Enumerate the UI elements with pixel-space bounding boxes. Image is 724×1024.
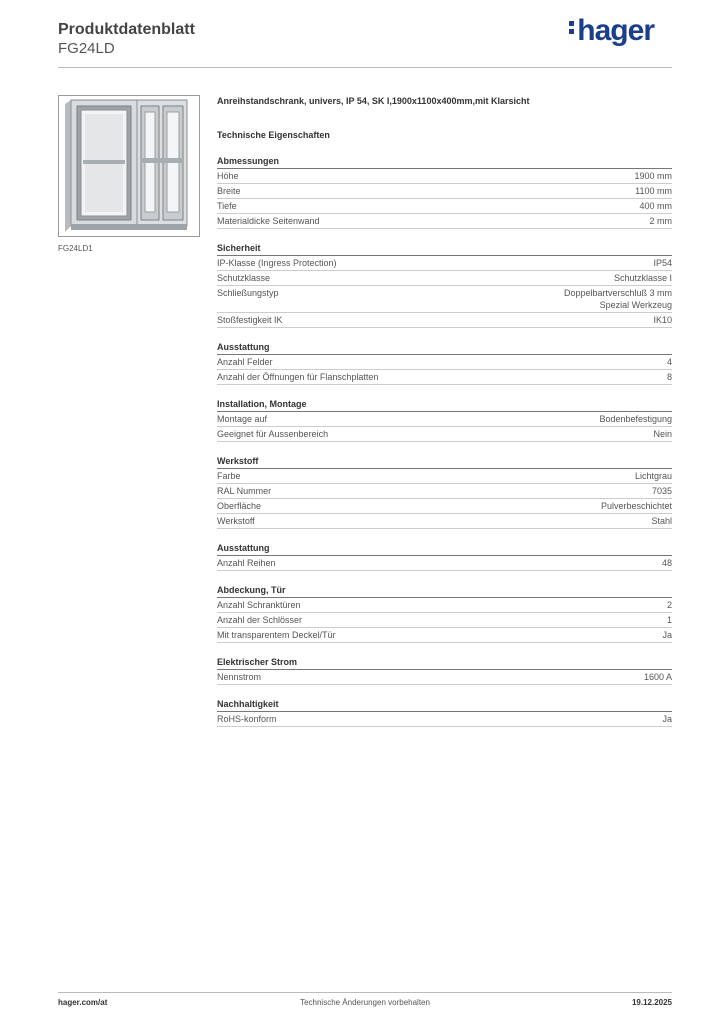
- spec-row: [217, 271, 672, 286]
- spec-label: IP-Klasse (Ingress Protection): [217, 258, 337, 268]
- spec-row: [217, 370, 672, 385]
- spec-value-line: 8: [666, 372, 672, 382]
- spec-value: [653, 257, 672, 269]
- spec-value-line: Doppelbartverschluß 3 mm: [563, 288, 672, 298]
- spec-value: [667, 614, 672, 626]
- spec-label: Anzahl Schranktüren: [217, 600, 301, 610]
- footer-divider: [58, 992, 672, 993]
- spec-label: Stoßfestigkeit IK: [217, 315, 283, 325]
- section-title: Technische Eigenschaften: [217, 130, 330, 140]
- spec-label: Anzahl der Öffnungen für Flanschplatten: [217, 372, 379, 382]
- page-subtitle: FG24LD: [58, 40, 115, 57]
- spec-value: [564, 287, 672, 311]
- spec-row: [217, 412, 672, 427]
- spec-label: Anzahl der Schlösser: [217, 615, 303, 625]
- spec-label: Mit transparentem Deckel/Tür: [217, 630, 336, 640]
- group-title: Ausstattung: [217, 542, 672, 556]
- spec-row: [217, 427, 672, 442]
- spec-label: Montage auf: [217, 414, 268, 424]
- spec-value-line: Ja: [662, 630, 672, 640]
- spec-value-line: 1100 mm: [635, 186, 672, 196]
- page-title: Produktdatenblatt: [58, 21, 195, 38]
- spec-row: [217, 484, 672, 499]
- spec-value: [635, 185, 672, 197]
- spec-label: RoHS-konform: [217, 714, 277, 724]
- logo-dots-icon: [569, 18, 574, 34]
- spec-value-line: 1600 A: [643, 672, 672, 682]
- spec-row: [217, 712, 672, 727]
- group-title: Sicherheit: [217, 242, 672, 256]
- logo-text: hager: [577, 14, 654, 47]
- spec-label: Nennstrom: [217, 672, 262, 682]
- spec-label: Schließungstyp: [217, 288, 279, 298]
- spec-value: [599, 413, 672, 425]
- spec-row: [217, 313, 672, 328]
- spec-value: [662, 713, 672, 725]
- spec-value: [635, 470, 672, 482]
- spec-row: [217, 256, 672, 271]
- specs-content: [217, 95, 672, 727]
- spec-value: [651, 515, 672, 527]
- spec-value: [634, 170, 672, 182]
- spec-value-line: Stahl: [651, 516, 672, 526]
- product-image: [58, 95, 200, 237]
- spec-value: [667, 371, 672, 383]
- image-caption: FG24LD1: [58, 244, 93, 253]
- spec-value: [667, 599, 672, 611]
- spec-value-line: 400 mm: [639, 201, 672, 211]
- spec-row: [217, 355, 672, 370]
- spec-label: Schutzklasse: [217, 273, 271, 283]
- cabinet-illustration-icon: [59, 96, 199, 236]
- spec-row: [217, 199, 672, 214]
- spec-value-line: IP54: [653, 258, 672, 268]
- group-title: Ausstattung: [217, 341, 672, 355]
- spec-value: [652, 485, 672, 497]
- spec-label: Anzahl Felder: [217, 357, 273, 367]
- spec-groups: [217, 155, 672, 727]
- spec-value-line: 4: [666, 357, 672, 367]
- spec-label: Tiefe: [217, 201, 237, 211]
- spec-value: [614, 272, 672, 284]
- spec-value-line: 48: [661, 558, 672, 568]
- spec-value: [653, 314, 672, 326]
- spec-label: Werkstoff: [217, 516, 255, 526]
- spec-value-line: Nein: [653, 429, 672, 439]
- spec-value: [667, 356, 672, 368]
- spec-row: [217, 613, 672, 628]
- spec-value-line: Spezial Werkzeug: [599, 300, 672, 310]
- product-description: Anreihstandschrank, univers, IP 54, SK I,1900x1100x400mm,mit Klarsicht: [217, 96, 530, 106]
- spec-value-line: Pulverbeschichtet: [600, 501, 672, 511]
- spec-label: Anzahl Reihen: [217, 558, 276, 568]
- footer-disclaimer: Technische Änderungen vorbehalten: [300, 998, 430, 1007]
- spec-row: [217, 670, 672, 685]
- footer-date: 19.12.2025: [631, 998, 672, 1007]
- spec-label: Materialdicke Seitenwand: [217, 216, 320, 226]
- spec-row: [217, 184, 672, 199]
- group-title: Abdeckung, Tür: [217, 584, 672, 598]
- spec-label: Geeignet für Aussenbereich: [217, 429, 329, 439]
- spec-value-line: Bodenbefestigung: [599, 414, 672, 424]
- spec-row: [217, 598, 672, 613]
- spec-row: [217, 499, 672, 514]
- spec-row: [217, 628, 672, 643]
- spec-value-line: Ja: [662, 714, 672, 724]
- spec-value: [650, 215, 673, 227]
- spec-row: [217, 556, 672, 571]
- spec-value-line: 2: [666, 600, 672, 610]
- spec-value-line: 7035: [651, 486, 672, 496]
- hager-logo: [569, 14, 654, 48]
- spec-row: [217, 169, 672, 184]
- spec-label: Höhe: [217, 171, 239, 181]
- spec-row: [217, 469, 672, 484]
- group-title: Elektrischer Strom: [217, 656, 672, 670]
- spec-label: Oberfläche: [217, 501, 262, 511]
- spec-value: [639, 200, 672, 212]
- group-title: Abmessungen: [217, 155, 672, 169]
- spec-label: Farbe: [217, 471, 241, 481]
- spec-value-line: Schutzklasse I: [613, 273, 672, 283]
- spec-value: [662, 629, 672, 641]
- spec-value-line: 2 mm: [649, 216, 672, 226]
- spec-value: [662, 557, 672, 569]
- spec-value: [644, 671, 672, 683]
- spec-row: [217, 286, 672, 313]
- spec-value-line: 1: [666, 615, 672, 625]
- spec-value-line: 1900 mm: [634, 171, 672, 181]
- header-divider: [58, 67, 672, 68]
- group-title: Installation, Montage: [217, 398, 672, 412]
- spec-value-line: IK10: [653, 315, 672, 325]
- spec-label: RAL Nummer: [217, 486, 272, 496]
- spec-value-line: Lichtgrau: [634, 471, 672, 481]
- footer-website: hager.com/at: [58, 998, 108, 1007]
- spec-row: [217, 514, 672, 529]
- spec-value: [601, 500, 672, 512]
- spec-value: [653, 428, 672, 440]
- group-title: Nachhaltigkeit: [217, 698, 672, 712]
- page-header: [58, 20, 195, 58]
- group-title: Werkstoff: [217, 455, 672, 469]
- spec-row: [217, 214, 672, 229]
- spec-label: Breite: [217, 186, 241, 196]
